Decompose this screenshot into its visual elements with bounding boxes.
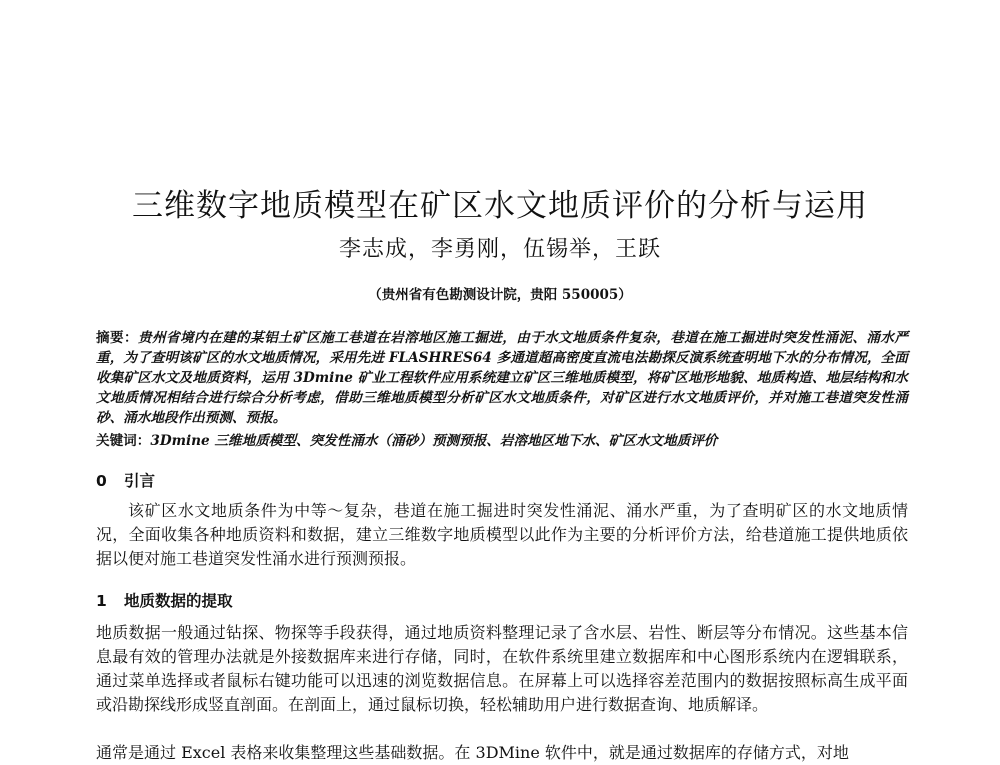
section-heading-data-extraction: [96, 589, 233, 611]
keywords-label: 关键词：: [96, 433, 151, 449]
section-title: 地质数据的提取: [124, 592, 233, 610]
paper-title: 三维数字地质模型在矿区水文地质评价的分析与运用: [132, 188, 868, 224]
abstract-label: 摘要：: [96, 330, 139, 346]
section-number: 1: [96, 592, 107, 610]
body-paragraph: 地质数据一般通过钻探、物探等手段获得，通过地质资料整理记录了含水层、岩性、断层等分布情况。这些基本信息最有效的管理办法就是外接数据库来进行存储，同时，在软件系统里建立数据库和中心图形系统内在逻辑联系，通过菜单选择或者鼠标右键功能可以迅速的浏览数据信息。在屏幕上可以选择容差范围内的数据按照标高生成平面或沿勘探线形成竖直剖面。在剖面上，通过鼠标切换，轻松辅助用户进行数据查询、地质解译。: [96, 623, 908, 714]
abstract-text: 贵州省境内在建的某铝土矿区施工巷道在岩溶地区施工掘进，由于水文地质条件复杂，巷道在施工掘进时突发性涌泥、涌水严重，为了查明该矿区的水文地质情况，采用先进 FLASHRES64 多通道超高密度直流电法勘探反演系统查明地下水的分布情况，全面收集矿区水文及地质资料，运用 3Dmine 矿业工程软件应用系统建立矿区三维地质模型，将矿区地形地貌、地质构造、地层结构和水文地质情况相结合进行综合分析考虑，借助三维地质模型分析矿区水文地质条件，对矿区进行水文地质评价，并对施工巷道突发性涌砂、涌水地段作出预测、预报。: [96, 330, 909, 426]
keywords: [96, 431, 908, 451]
affiliation: （贵州省有色勘测设计院，贵阳 550005）: [368, 287, 632, 303]
section-title: 引言: [124, 472, 156, 490]
body-paragraph: 通常是通过 Excel 表格来收集整理这些基础数据。在 3DMine 软件中，就是通过数据库的存储方式，对地: [96, 743, 849, 762]
author-list: 李志成，李勇刚，伍锡举，王跃: [338, 237, 661, 262]
section-number: 0: [96, 472, 107, 490]
intro-paragraph: 该矿区水文地质条件为中等～复杂，巷道在施工掘进时突发性涌泥、涌水严重，为了查明矿区的水文地质情况，全面收集各种地质资料和数据，建立三维数字地质模型以此作为主要的分析评价方法，给巷道施工提供地质依据以便对施工巷道突发性涌水进行预测预报。: [96, 501, 908, 568]
abstract: [96, 328, 908, 428]
section-heading-introduction: [96, 469, 155, 491]
keywords-text: 3Dmine 三维地质模型、突发性涌水（涌砂）预测预报、岩溶地区地下水、矿区水文地质评价: [150, 433, 718, 449]
